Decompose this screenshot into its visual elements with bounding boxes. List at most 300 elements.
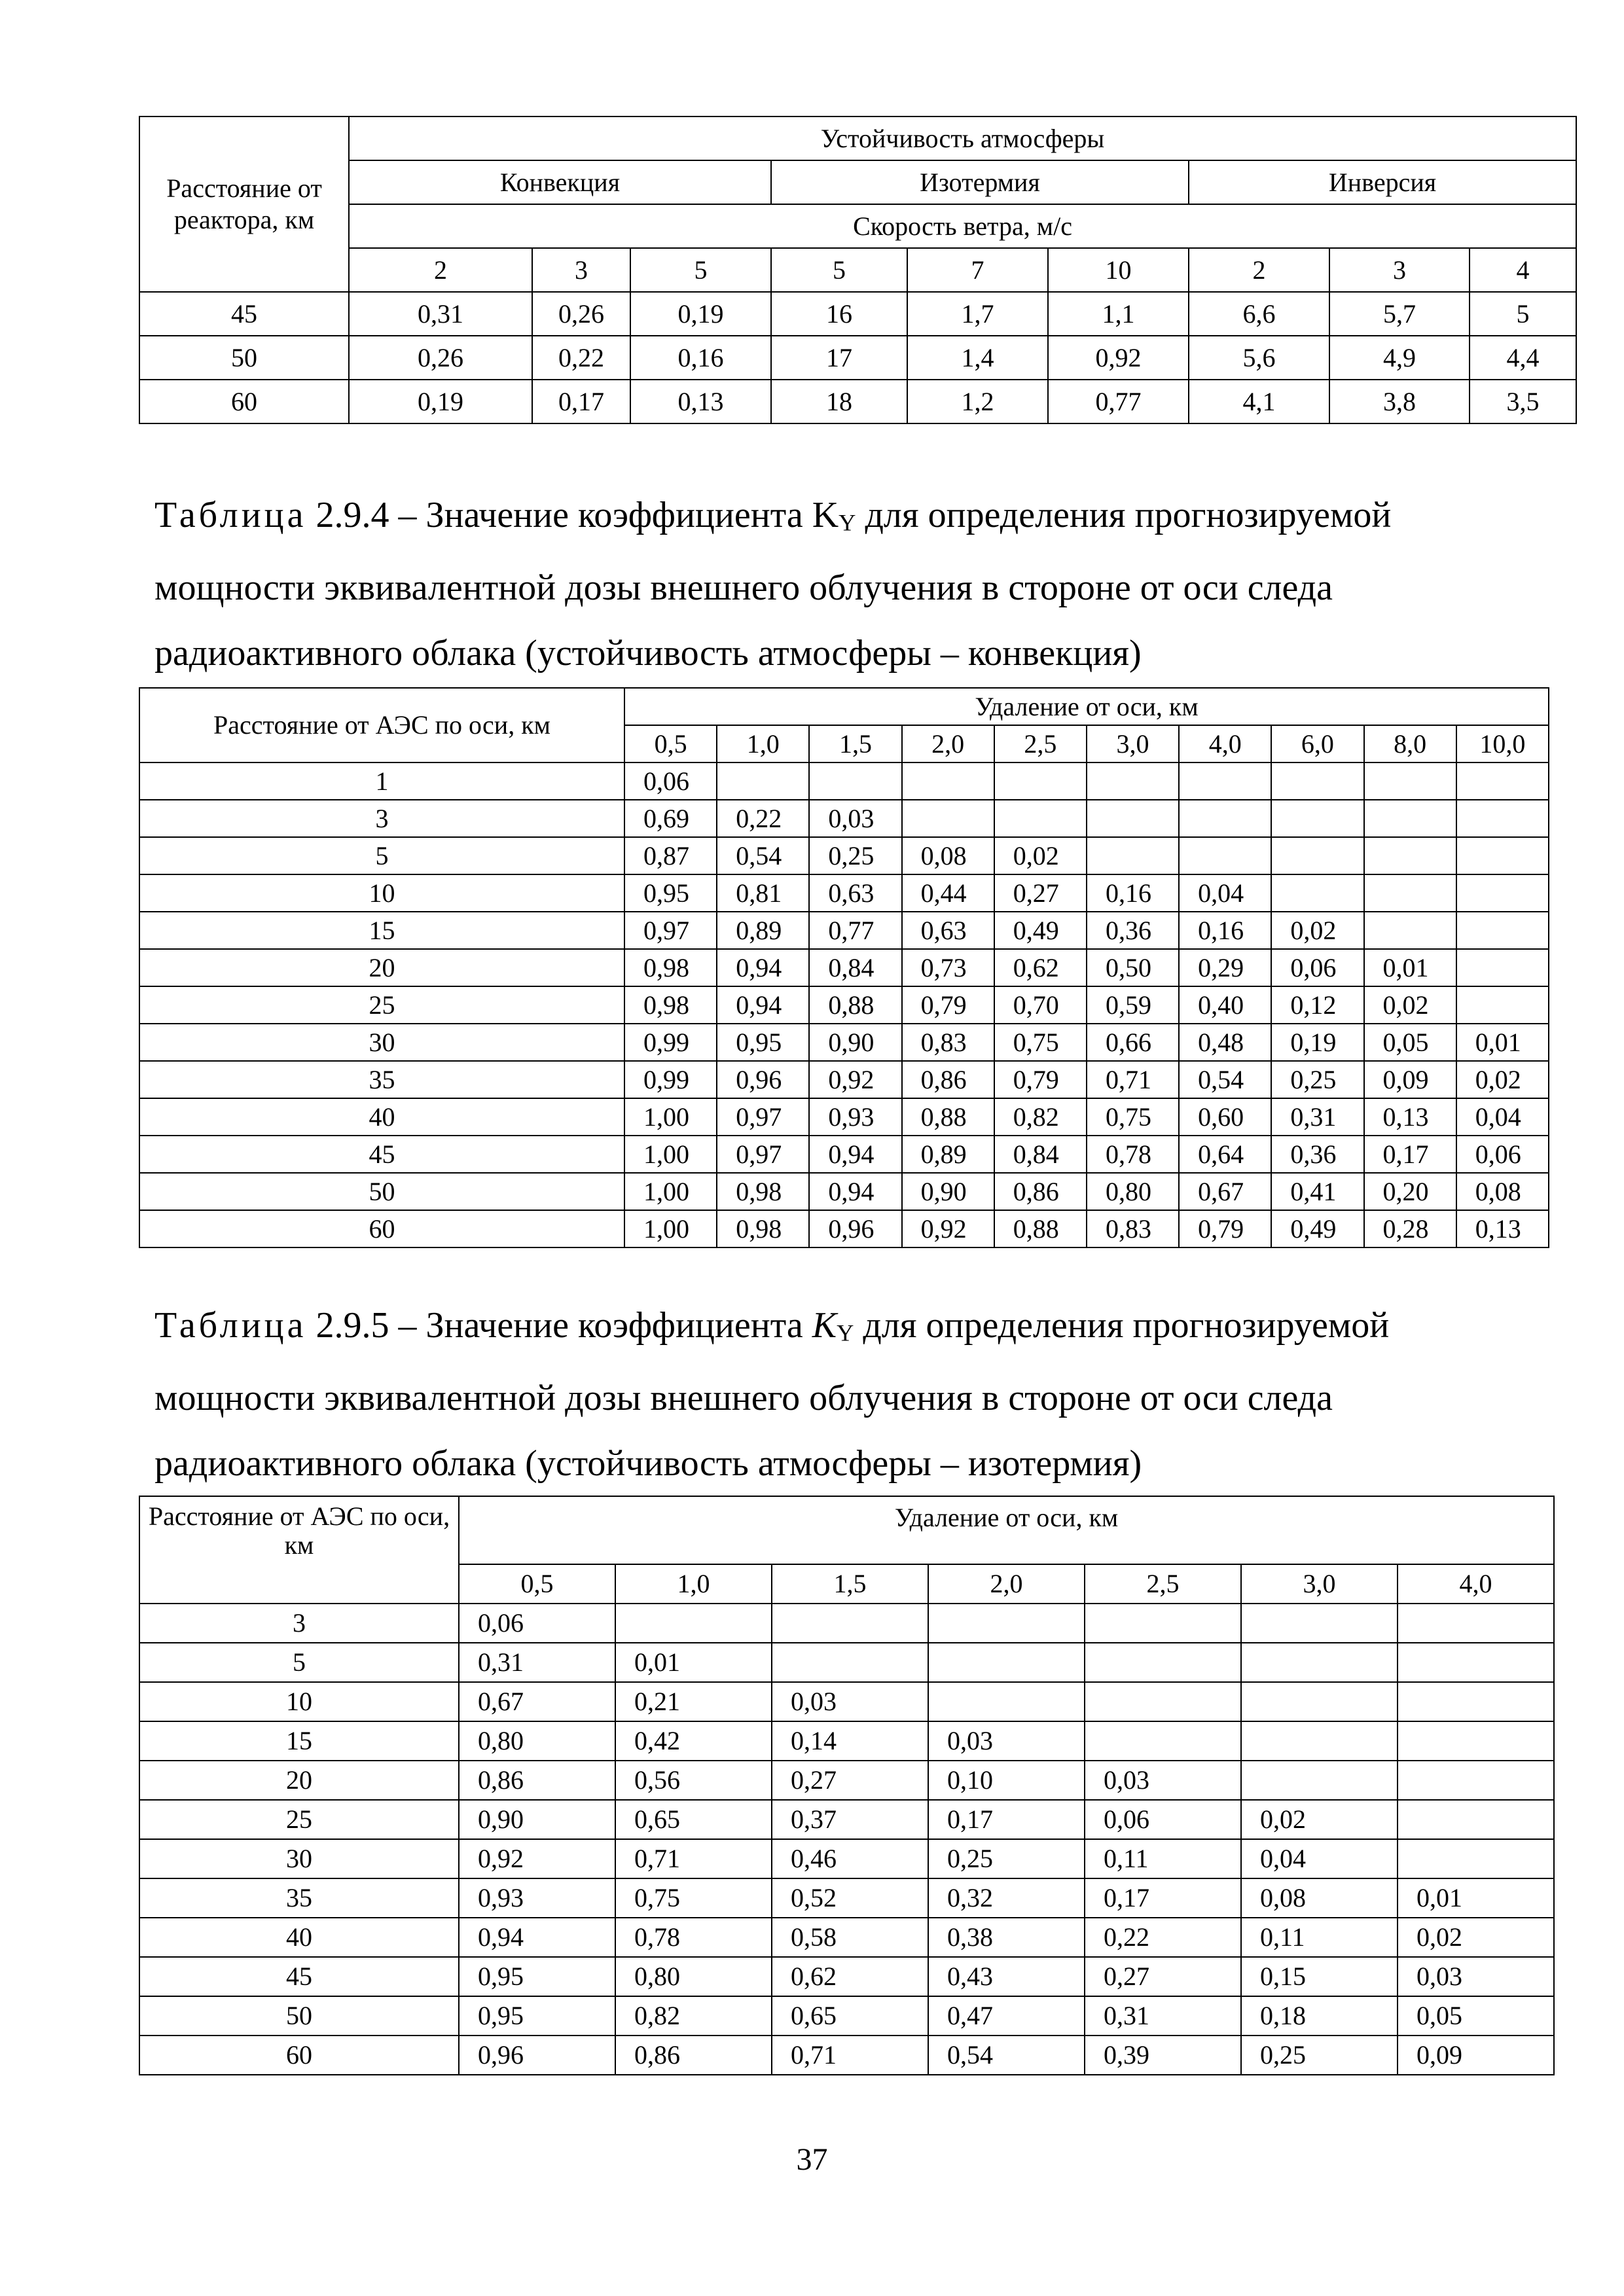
value-cell	[1398, 1839, 1554, 1878]
wind-speed-header: Скорость ветра, м/с	[349, 204, 1576, 248]
value-cell: 0,94	[717, 986, 809, 1024]
value-cell	[1271, 762, 1363, 800]
value-cell: 0,38	[928, 1918, 1085, 1957]
value-cell	[1271, 874, 1363, 912]
value-cell	[1398, 1800, 1554, 1839]
value-cell: 0,27	[772, 1761, 928, 1800]
value-cell: 0,83	[902, 1024, 994, 1061]
value-cell: 0,59	[1087, 986, 1179, 1024]
caption-number: 2.9.5 – Значение коэффициента	[306, 1305, 812, 1346]
value-cell: 0,60	[1179, 1098, 1271, 1136]
value-cell: 0,46	[772, 1839, 928, 1878]
value-cell: 0,49	[1271, 1210, 1363, 1247]
value-cell: 0,05	[1398, 1996, 1554, 2036]
value-cell	[1085, 1682, 1241, 1721]
value-cell: 0,88	[902, 1098, 994, 1136]
table-row	[139, 2036, 1554, 2075]
wind-speed-cell: 10	[1048, 248, 1189, 292]
value-cell: 0,84	[809, 949, 901, 986]
value-cell: 0,01	[1398, 1878, 1554, 1918]
value-cell: 0,13	[1456, 1210, 1549, 1247]
value-cell	[994, 762, 1087, 800]
value-cell: 0,04	[1241, 1839, 1398, 1878]
table-row	[139, 1173, 1549, 1210]
value-cell: 0,89	[717, 912, 809, 949]
value-cell: 0,31	[1085, 1996, 1241, 2036]
table-row	[139, 837, 1549, 874]
value-cell: 0,96	[809, 1210, 901, 1247]
value-cell: 0,77	[809, 912, 901, 949]
value-cell: 0,32	[928, 1878, 1085, 1918]
value-cell: 0,93	[809, 1098, 901, 1136]
value-cell: 0,89	[902, 1136, 994, 1173]
value-cell	[928, 1643, 1085, 1682]
group-header-convection: Конвекция	[349, 160, 771, 204]
row-label-cell: 45	[139, 1136, 624, 1173]
row-label-cell: 35	[139, 1878, 459, 1918]
value-cell: 1,00	[624, 1210, 717, 1247]
value-cell: 0,17	[1085, 1878, 1241, 1918]
row-label-cell: 10	[139, 1682, 459, 1721]
value-cell: 0,67	[459, 1682, 615, 1721]
value-cell: 0,19	[349, 380, 532, 423]
wind-speed-cell: 2	[349, 248, 532, 292]
wind-speed-row	[139, 248, 1576, 292]
value-cell: 1,2	[907, 380, 1048, 423]
value-cell	[1398, 1721, 1554, 1761]
value-cell: 0,79	[1179, 1210, 1271, 1247]
value-cell	[1364, 837, 1456, 874]
value-cell: 0,92	[902, 1210, 994, 1247]
value-cell: 0,05	[1364, 1024, 1456, 1061]
value-cell: 0,37	[772, 1800, 928, 1839]
value-cell: 5	[1470, 292, 1576, 336]
value-cell: 0,84	[994, 1136, 1087, 1173]
value-cell: 0,22	[717, 800, 809, 837]
value-cell: 0,17	[532, 380, 630, 423]
corner-header: Расстояние от АЭС по оси, км	[139, 1496, 459, 1604]
value-cell: 0,03	[1085, 1761, 1241, 1800]
wind-speed-cell: 5	[771, 248, 907, 292]
value-cell: 0,65	[615, 1800, 772, 1839]
table-row	[139, 1839, 1554, 1878]
row-label-cell: 30	[139, 1839, 459, 1878]
value-cell: 0,92	[809, 1061, 901, 1098]
column-header-cell: 2,5	[994, 725, 1087, 762]
value-cell: 0,87	[624, 837, 717, 874]
value-cell	[1271, 837, 1363, 874]
row-label-cell: 50	[139, 1173, 624, 1210]
value-cell: 0,54	[717, 837, 809, 874]
value-cell: 0,95	[459, 1957, 615, 1996]
value-cell	[615, 1604, 772, 1643]
value-cell: 0,69	[624, 800, 717, 837]
value-cell: 0,54	[928, 2036, 1085, 2075]
value-cell: 0,63	[902, 912, 994, 949]
value-cell: 0,08	[902, 837, 994, 874]
column-header-cell: 4,0	[1398, 1564, 1554, 1604]
value-cell: 0,62	[994, 949, 1087, 986]
value-cell	[902, 800, 994, 837]
value-cell: 0,90	[459, 1800, 615, 1839]
value-cell: 0,98	[624, 986, 717, 1024]
row-label-cell: 3	[139, 800, 624, 837]
row-label-cell: 15	[139, 1721, 459, 1761]
value-cell	[1241, 1761, 1398, 1800]
value-cell: 0,98	[717, 1173, 809, 1210]
column-header-cell: 2,0	[928, 1564, 1085, 1604]
value-cell: 0,67	[1179, 1173, 1271, 1210]
value-cell: 0,03	[1398, 1957, 1554, 1996]
value-cell: 0,93	[459, 1878, 615, 1918]
table-row	[139, 1643, 1554, 1682]
wind-speed-cell: 2	[1189, 248, 1329, 292]
coefficient-symbol: $K_Y$	[812, 1305, 854, 1346]
value-cell: 0,29	[1179, 949, 1271, 986]
value-cell: 1,00	[624, 1098, 717, 1136]
value-cell	[1241, 1643, 1398, 1682]
value-cell: 0,66	[1087, 1024, 1179, 1061]
value-cell: 0,19	[630, 292, 771, 336]
column-header-cell: 1,0	[615, 1564, 772, 1604]
value-cell: 0,06	[624, 762, 717, 800]
caption-number: 2.9.4 – Значение коэффициента	[306, 495, 812, 535]
value-cell: 0,26	[349, 336, 532, 380]
value-cell: 0,02	[994, 837, 1087, 874]
value-cell: 0,26	[532, 292, 630, 336]
coefficient-symbol: $K_Y$	[812, 495, 856, 536]
value-cell: 0,65	[772, 1996, 928, 2036]
row-label-cell: 45	[139, 292, 349, 336]
value-cell: 0,90	[809, 1024, 901, 1061]
value-cell: 0,12	[1271, 986, 1363, 1024]
value-cell: 0,10	[928, 1761, 1085, 1800]
value-cell: 0,86	[615, 2036, 772, 2075]
value-cell: 0,04	[1456, 1098, 1549, 1136]
value-cell	[1085, 1643, 1241, 1682]
table-row	[139, 1721, 1554, 1761]
column-header-cell: 3,0	[1241, 1564, 1398, 1604]
value-cell: 0,25	[1271, 1061, 1363, 1098]
table-row	[139, 1918, 1554, 1957]
value-cell: 0,86	[459, 1761, 615, 1800]
corner-header: Расстояние от АЭС по оси, км	[139, 688, 624, 762]
value-cell: 0,95	[624, 874, 717, 912]
row-label-cell: 1	[139, 762, 624, 800]
value-cell: 0,01	[1456, 1024, 1549, 1061]
value-cell: 0,36	[1087, 912, 1179, 949]
value-cell	[1456, 800, 1549, 837]
table-2-9-4	[139, 687, 1549, 1248]
value-cell	[1398, 1643, 1554, 1682]
value-cell: 0,48	[1179, 1024, 1271, 1061]
wind-speed-cell: 3	[1329, 248, 1470, 292]
value-cell	[717, 762, 809, 800]
value-cell: 0,02	[1398, 1918, 1554, 1957]
value-cell: 0,95	[459, 1996, 615, 2036]
value-cell: 16	[771, 292, 907, 336]
table-row	[139, 1604, 1554, 1643]
row-label-cell: 5	[139, 837, 624, 874]
value-cell	[809, 762, 901, 800]
stability-header: Устойчивость атмосферы	[349, 117, 1576, 160]
value-cell: 0,15	[1241, 1957, 1398, 1996]
value-cell: 0,02	[1364, 986, 1456, 1024]
table-row	[139, 292, 1576, 336]
value-cell	[1179, 800, 1271, 837]
value-cell: 0,25	[1241, 2036, 1398, 2075]
value-cell: 0,36	[1271, 1136, 1363, 1173]
value-cell: 5,7	[1329, 292, 1470, 336]
caption-text: для определения прогнозируемой мощности эквивалентной дозы внешнего облучения в стороне от оси следа радиоактивного облака (устойчивость атмосферы – изотермия)	[154, 1305, 1390, 1484]
table-row	[139, 1098, 1549, 1136]
value-cell: 0,79	[994, 1061, 1087, 1098]
table-row	[139, 1024, 1549, 1061]
value-cell: 0,71	[772, 2036, 928, 2075]
value-cell: 0,56	[615, 1761, 772, 1800]
value-cell: 0,49	[994, 912, 1087, 949]
table-row	[139, 762, 1549, 800]
value-cell: 1,7	[907, 292, 1048, 336]
value-cell: 0,31	[349, 292, 532, 336]
value-cell: 0,01	[1364, 949, 1456, 986]
value-cell	[1087, 762, 1179, 800]
group-header-isotherm: Изотермия	[771, 160, 1189, 204]
table-row	[139, 1800, 1554, 1839]
row-label-cell: 10	[139, 874, 624, 912]
value-cell: 0,58	[772, 1918, 928, 1957]
table-caption-2-9-4	[154, 482, 1542, 686]
value-cell: 18	[771, 380, 907, 423]
value-cell: 0,25	[809, 837, 901, 874]
value-cell	[1087, 837, 1179, 874]
value-cell: 0,62	[772, 1957, 928, 1996]
page-number: 37	[796, 2142, 828, 2177]
table-row	[139, 800, 1549, 837]
value-cell: 0,11	[1241, 1918, 1398, 1957]
value-cell: 0,75	[1087, 1098, 1179, 1136]
value-cell	[1398, 1604, 1554, 1643]
table-row	[139, 336, 1576, 380]
value-cell	[1364, 800, 1456, 837]
value-cell: 0,22	[1085, 1918, 1241, 1957]
value-cell: 0,31	[459, 1643, 615, 1682]
value-cell: 0,94	[809, 1136, 901, 1173]
table-row	[139, 986, 1549, 1024]
value-cell: 0,78	[1087, 1136, 1179, 1173]
table-row	[139, 1761, 1554, 1800]
value-cell: 0,13	[630, 380, 771, 423]
value-cell: 0,25	[928, 1839, 1085, 1878]
value-cell: 0,71	[1087, 1061, 1179, 1098]
value-cell: 1,00	[624, 1173, 717, 1210]
row-label-cell: 20	[139, 949, 624, 986]
value-cell	[928, 1682, 1085, 1721]
value-cell: 0,03	[928, 1721, 1085, 1761]
value-cell: 0,96	[717, 1061, 809, 1098]
value-cell: 0,94	[809, 1173, 901, 1210]
row-label-cell: 30	[139, 1024, 624, 1061]
wind-speed-cell: 4	[1470, 248, 1576, 292]
table-row	[139, 949, 1549, 986]
value-cell	[928, 1604, 1085, 1643]
column-header-cell: 2,0	[902, 725, 994, 762]
value-cell: 4,4	[1470, 336, 1576, 380]
value-cell: 0,06	[1085, 1800, 1241, 1839]
row-label-cell: 50	[139, 1996, 459, 2036]
value-cell	[902, 762, 994, 800]
group-header-inversion: Инверсия	[1189, 160, 1576, 204]
value-cell: 0,06	[1456, 1136, 1549, 1173]
value-cell: 0,27	[1085, 1957, 1241, 1996]
value-cell: 0,28	[1364, 1210, 1456, 1247]
value-cell: 0,20	[1364, 1173, 1456, 1210]
value-cell: 0,63	[809, 874, 901, 912]
value-cell: 0,43	[928, 1957, 1085, 1996]
caption-label: Таблица	[154, 1305, 307, 1346]
value-cell	[1241, 1604, 1398, 1643]
value-cell	[1398, 1682, 1554, 1721]
value-cell	[1271, 800, 1363, 837]
value-cell: 0,75	[994, 1024, 1087, 1061]
value-cell	[1456, 837, 1549, 874]
value-cell: 0,79	[902, 986, 994, 1024]
value-cell: 1,00	[624, 1136, 717, 1173]
value-cell	[1456, 912, 1549, 949]
row-label-cell: 50	[139, 336, 349, 380]
value-cell	[772, 1604, 928, 1643]
row-label-cell: 25	[139, 986, 624, 1024]
value-cell: 0,06	[1271, 949, 1363, 986]
row-label-cell: 60	[139, 2036, 459, 2075]
column-header-cell: 8,0	[1364, 725, 1456, 762]
table-row	[139, 912, 1549, 949]
value-cell: 0,83	[1087, 1210, 1179, 1247]
table-row	[139, 380, 1576, 423]
value-cell: 0,86	[902, 1061, 994, 1098]
value-cell: 0,16	[1179, 912, 1271, 949]
value-cell: 0,04	[1179, 874, 1271, 912]
value-cell: 0,94	[717, 949, 809, 986]
value-cell: 0,02	[1241, 1800, 1398, 1839]
table-row	[139, 1957, 1554, 1996]
value-cell: 0,31	[1271, 1098, 1363, 1136]
value-cell: 0,90	[902, 1173, 994, 1210]
value-cell: 0,78	[615, 1918, 772, 1957]
row-label-cell: 60	[139, 1210, 624, 1247]
value-cell: 0,71	[615, 1839, 772, 1878]
value-cell	[1179, 762, 1271, 800]
value-cell: 0,98	[624, 949, 717, 986]
value-cell: 0,95	[717, 1024, 809, 1061]
value-cell: 0,18	[1241, 1996, 1398, 2036]
value-cell: 17	[771, 336, 907, 380]
value-cell: 0,64	[1179, 1136, 1271, 1173]
table-row	[139, 1996, 1554, 2036]
value-cell: 0,14	[772, 1721, 928, 1761]
caption-text: для определения прогнозируемой мощности эквивалентной дозы внешнего облучения в стороне от оси следа радиоактивного облака (устойчивость атмосферы – конвекция)	[154, 495, 1392, 674]
value-cell: 0,02	[1456, 1061, 1549, 1098]
column-header-cell: 4,0	[1179, 725, 1271, 762]
value-cell: 0,97	[624, 912, 717, 949]
table-caption-2-9-5	[154, 1293, 1542, 1496]
row-label-cell: 45	[139, 1957, 459, 1996]
value-cell	[1087, 800, 1179, 837]
value-cell: 0,82	[994, 1098, 1087, 1136]
value-cell: 0,11	[1085, 1839, 1241, 1878]
value-cell: 0,06	[459, 1604, 615, 1643]
column-header-cell: 2,5	[1085, 1564, 1241, 1604]
value-cell: 0,75	[615, 1878, 772, 1918]
value-cell	[772, 1643, 928, 1682]
value-cell: 3,8	[1329, 380, 1470, 423]
value-cell: 0,99	[624, 1024, 717, 1061]
value-cell: 5,6	[1189, 336, 1329, 380]
value-cell	[1456, 949, 1549, 986]
value-cell	[1364, 874, 1456, 912]
value-cell: 0,97	[717, 1136, 809, 1173]
column-header-cell: 0,5	[459, 1564, 615, 1604]
value-cell: 0,21	[615, 1682, 772, 1721]
value-cell: 0,77	[1048, 380, 1189, 423]
value-cell: 0,13	[1364, 1098, 1456, 1136]
table-row	[139, 874, 1549, 912]
value-cell: 0,27	[994, 874, 1087, 912]
caption-label: Таблица	[154, 495, 307, 535]
value-cell	[1456, 986, 1549, 1024]
table-row	[139, 1682, 1554, 1721]
value-cell	[1456, 874, 1549, 912]
value-cell: 4,9	[1329, 336, 1470, 380]
value-cell: 0,01	[615, 1643, 772, 1682]
value-cell: 0,80	[1087, 1173, 1179, 1210]
value-cell	[1085, 1604, 1241, 1643]
value-cell: 0,96	[459, 2036, 615, 2075]
value-cell: 0,86	[994, 1173, 1087, 1210]
value-cell: 0,39	[1085, 2036, 1241, 2075]
value-cell: 0,40	[1179, 986, 1271, 1024]
value-cell: 1,1	[1048, 292, 1189, 336]
value-cell: 0,09	[1364, 1061, 1456, 1098]
column-header-cell: 0,5	[624, 725, 717, 762]
corner-header: Расстояние от реактора, км	[139, 117, 349, 292]
value-cell: 0,42	[615, 1721, 772, 1761]
value-cell: 0,99	[624, 1061, 717, 1098]
value-cell: 0,02	[1271, 912, 1363, 949]
row-label-cell: 5	[139, 1643, 459, 1682]
column-header-cell: 3,0	[1087, 725, 1179, 762]
value-cell: 0,97	[717, 1098, 809, 1136]
table-wind-stability	[139, 116, 1577, 424]
row-label-cell: 3	[139, 1604, 459, 1643]
value-cell	[1364, 912, 1456, 949]
table-row	[139, 1878, 1554, 1918]
value-cell	[1456, 762, 1549, 800]
row-label-cell: 20	[139, 1761, 459, 1800]
column-header-cell: 1,5	[772, 1564, 928, 1604]
value-cell: 0,98	[717, 1210, 809, 1247]
value-cell: 0,16	[1087, 874, 1179, 912]
value-cell: 0,88	[994, 1210, 1087, 1247]
table-2-9-5	[139, 1496, 1555, 2075]
value-cell: 0,09	[1398, 2036, 1554, 2075]
value-cell: 0,80	[615, 1957, 772, 1996]
value-cell	[1241, 1721, 1398, 1761]
value-cell: 0,41	[1271, 1173, 1363, 1210]
value-cell	[1085, 1721, 1241, 1761]
row-label-cell: 15	[139, 912, 624, 949]
value-cell: 0,17	[1364, 1136, 1456, 1173]
